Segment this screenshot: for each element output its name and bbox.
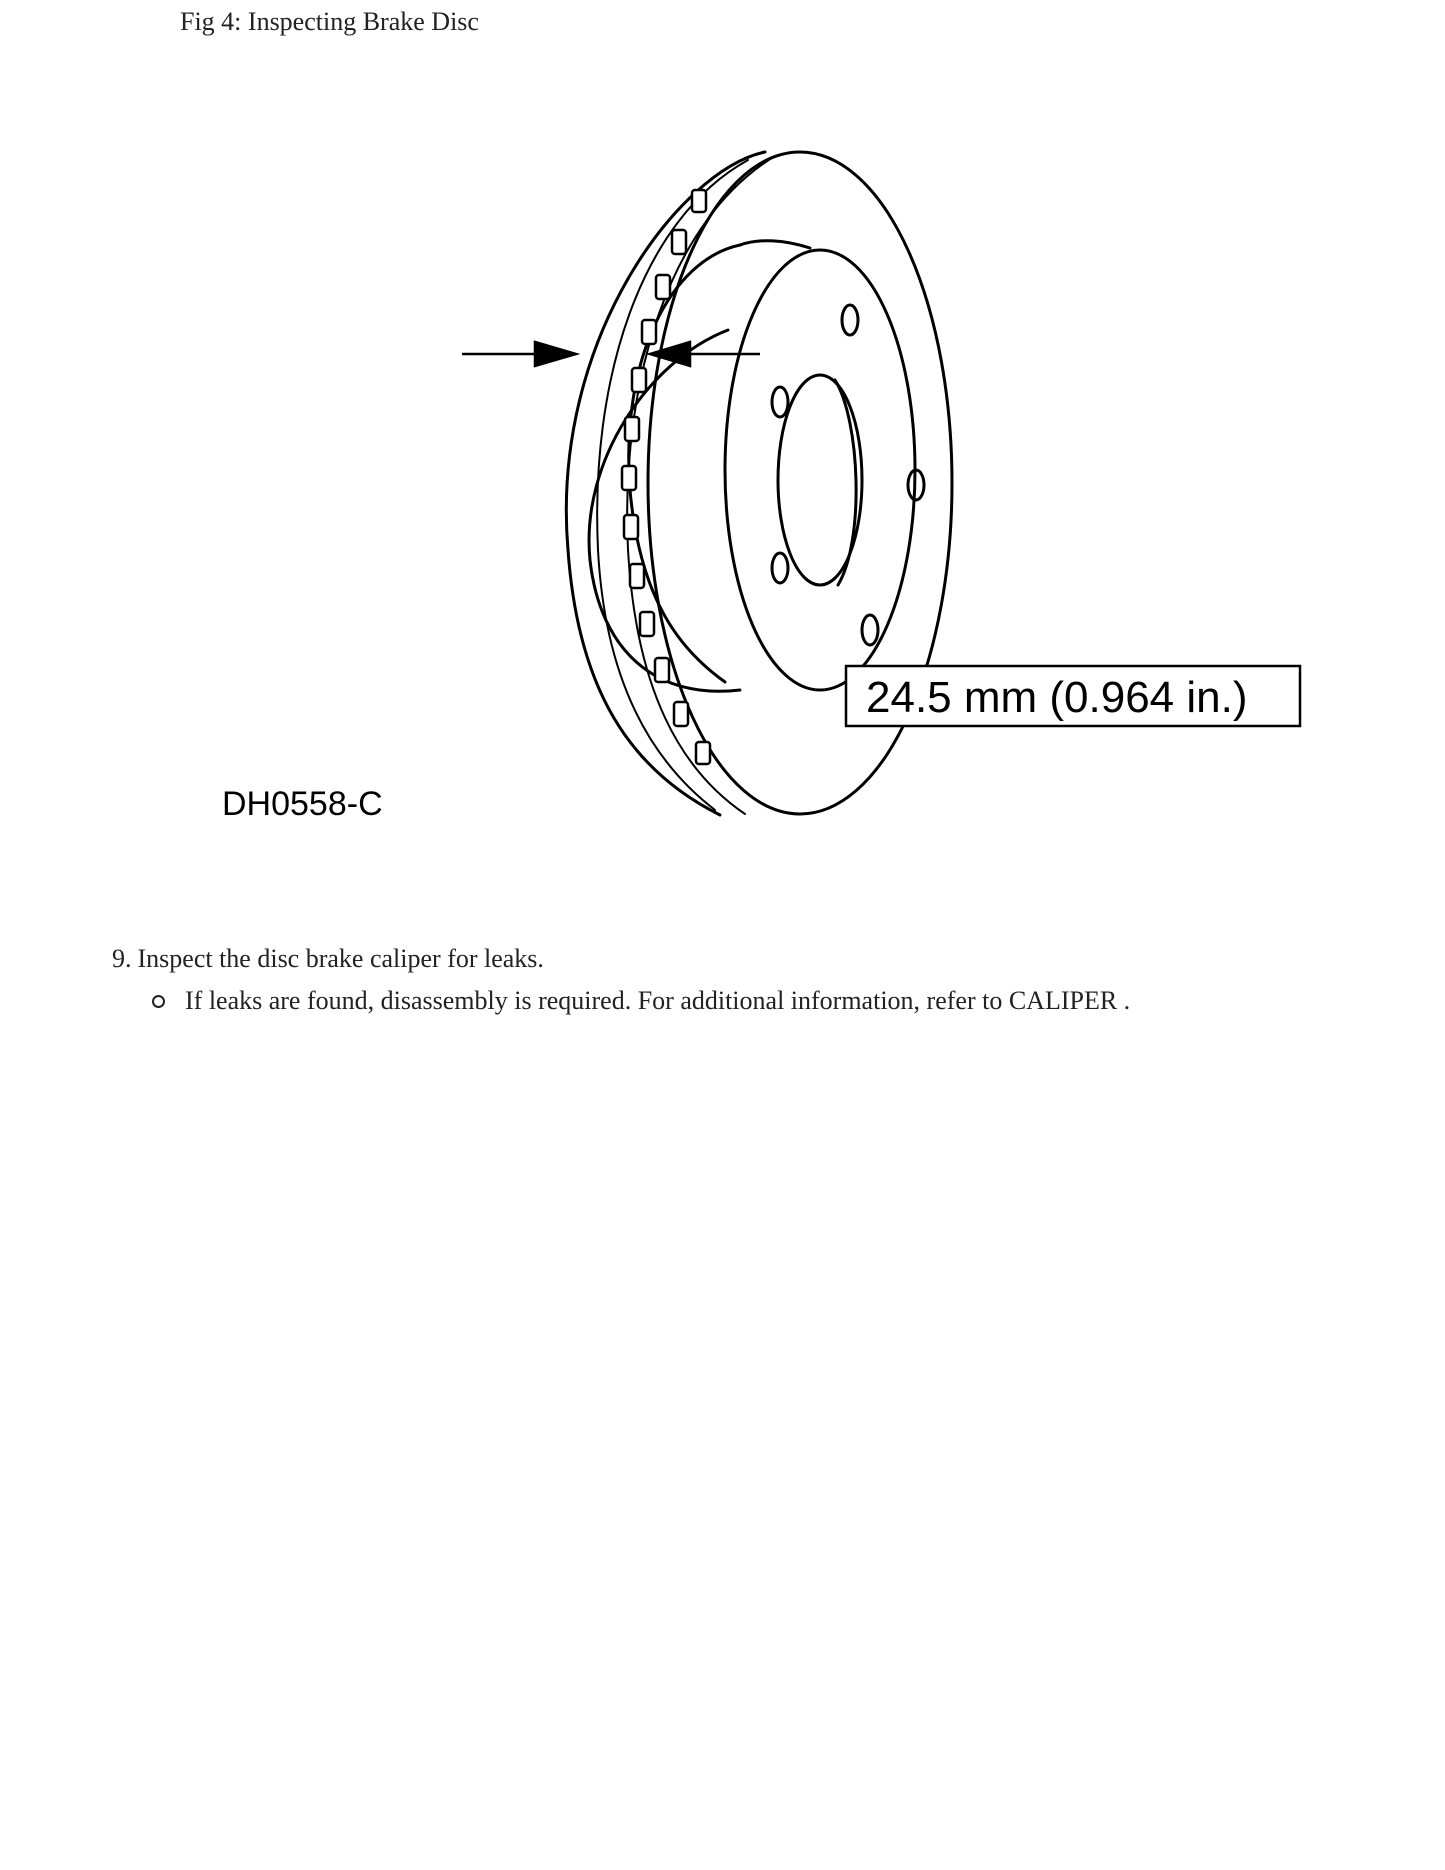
- step-text: Inspect the disc brake caliper for leaks.: [137, 944, 544, 973]
- step-number: 9.: [112, 944, 132, 973]
- lug-hole: [842, 305, 858, 335]
- cooling-vane: [630, 564, 644, 588]
- lug-hole: [772, 553, 788, 583]
- bullet-icon: [152, 995, 165, 1008]
- cooling-vane: [624, 515, 638, 539]
- cooling-vane: [655, 658, 669, 682]
- right-arrow-head: [650, 342, 690, 366]
- measurement-label: 24.5 mm (0.964 in.): [866, 673, 1248, 722]
- rotor-hat-top: [740, 241, 810, 248]
- rotor-hat-face: [725, 250, 915, 690]
- procedure-steps: [112, 938, 1372, 1022]
- figure-caption: Fig 4: Inspecting Brake Disc: [180, 7, 479, 36]
- left-arrow-head: [535, 342, 576, 366]
- cooling-vane: [696, 742, 710, 764]
- step-item: [112, 938, 1372, 980]
- substep-text: If leaks are found, disassembly is required. For additional information, refer to CALIPER .: [185, 986, 1131, 1015]
- cooling-vane: [640, 612, 654, 636]
- brake-disc-illustration: [200, 130, 1340, 850]
- cooling-vane: [672, 230, 686, 254]
- lug-hole: [862, 615, 878, 645]
- cooling-vane: [622, 466, 636, 490]
- cooling-vane: [632, 368, 646, 392]
- cooling-vanes: [622, 190, 710, 764]
- brake-disc-figure: [200, 130, 1340, 850]
- cooling-vane: [642, 320, 656, 344]
- figure-code: DH0558-C: [222, 785, 383, 823]
- lug-hole: [772, 387, 788, 417]
- cooling-vane: [625, 417, 639, 441]
- cooling-vane: [692, 190, 706, 212]
- cooling-vane: [656, 275, 670, 299]
- cooling-vane: [674, 702, 688, 726]
- substep-item: [152, 980, 1372, 1022]
